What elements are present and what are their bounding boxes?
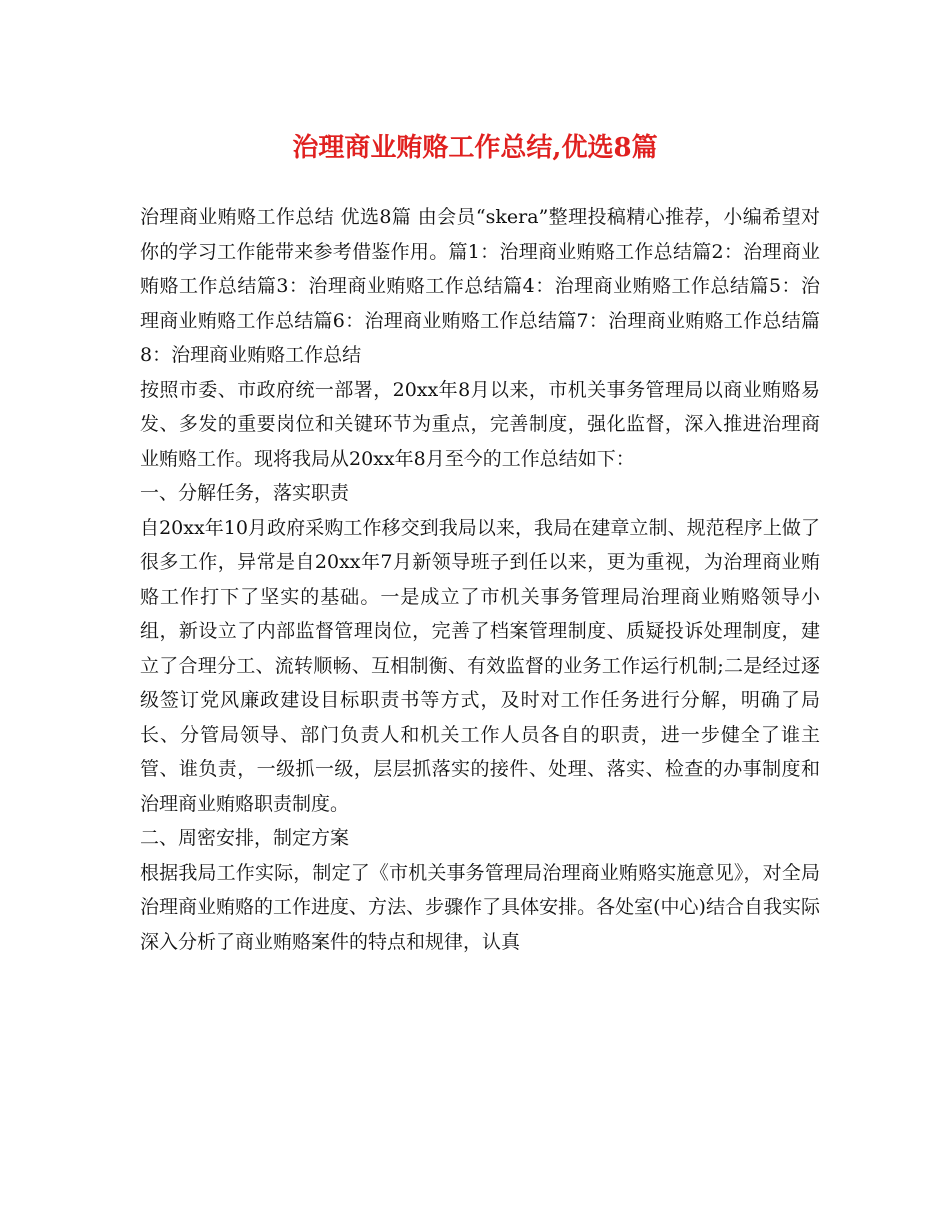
paragraph-section-2: 根据我局工作实际，制定了《市机关事务管理局治理商业贿赂实施意见》，对全局治理商业贿赂的工作进度、方法、步骤作了具体安排。各处室(中心)结合自我实际深入分析了商业贿赂案件的特点和规律，认真	[140, 861, 820, 953]
paragraph-intro: 治理商业贿赂工作总结 优选8篇 由会员“skera”整理投稿精心推荐，小编希望对你的学习工作能带来参考借鉴作用。篇1：治理商业贿赂工作总结篇2：治理商业贿赂工作总结篇3：治理商业贿赂工作总结篇4：治理商业贿赂工作总结篇5：治理商业贿赂工作总结篇6：治理商业贿赂工作总结篇7：治理商业贿赂工作总结篇8：治理商业贿赂工作总结	[140, 206, 820, 366]
section-heading-2: 二、周密安排，制定方案	[140, 827, 350, 849]
document-body	[140, 200, 820, 959]
paragraph-section-1: 自20xx年10月政府采购工作移交到我局以来，我局在建章立制、规范程序上做了很多工作，异常是自20xx年7月新领导班子到任以来，更为重视，为治理商业贿赂工作打下了坚实的基础。一是成立了市机关事务管理局治理商业贿赂领导小组，新设立了内部监督管理岗位，完善了档案管理制度、质疑投诉处理制度，建立了合理分工、流转顺畅、互相制衡、有效监督的业务工作运行机制;二是经过逐级签订党风廉政建设目标职责书等方式，及时对工作任务进行分解，明确了局长、分管局领导、部门负责人和机关工作人员各自的职责，进一步健全了谁主管、谁负责，一级抓一级，层层抓落实的接件、处理、落实、检查的办事制度和治理商业贿赂职责制度。	[140, 516, 820, 815]
section-heading-1: 一、分解任务，落实职责	[140, 482, 350, 504]
paragraph-overview: 按照市委、市政府统一部署，20xx年8月以来，市机关事务管理局以商业贿赂易发、多发的重要岗位和关键环节为重点，完善制度，强化监督，深入推进治理商业贿赂工作。现将我局从20xx年8月至今的工作总结如下：	[140, 378, 820, 470]
document-title: 治理商业贿赂工作总结,优选8篇	[292, 133, 658, 163]
